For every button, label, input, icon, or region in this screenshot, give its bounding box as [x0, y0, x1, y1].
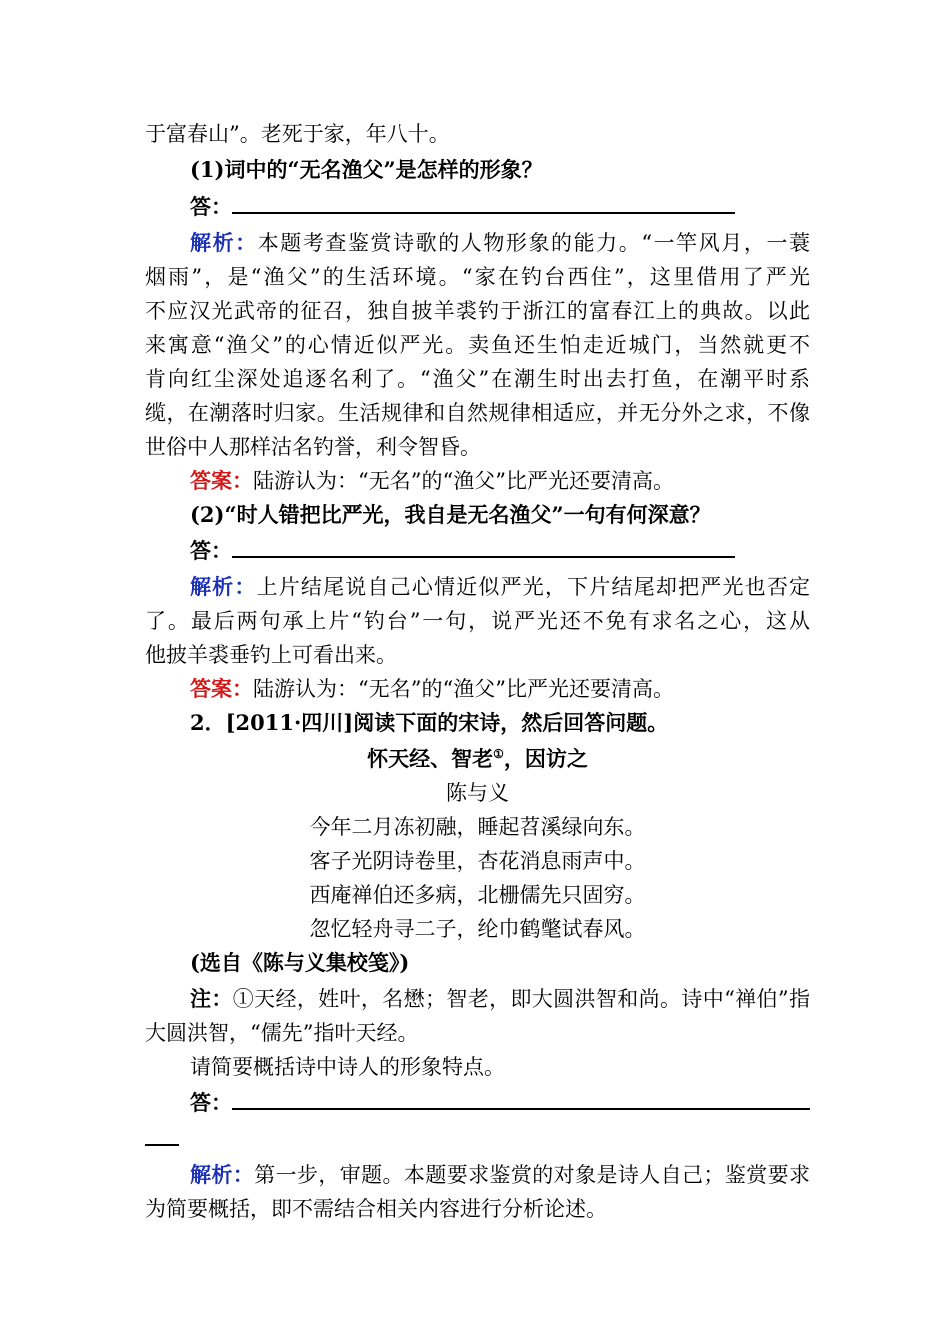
q2-answer-line — [190, 536, 810, 566]
poem-line: 忽忆轻舟寻二子，纶巾鹤氅试春风。 — [309, 917, 646, 941]
q1-analysis-line: 烟雨”，是“渔父”的生活环境。“家在钓台西住”，这里借用了严光 — [145, 265, 810, 289]
poem-note-line: 注：①天经，姓叶，名懋；智老，即大圆洪智和尚。诗中“禅伯”指 — [190, 986, 810, 1011]
q2-answer-blank[interactable] — [232, 538, 735, 558]
q3-analysis-line: 解析：第一步，审题。本题要求鉴赏的对象是诗人自己；鉴赏要求 — [190, 1162, 811, 1187]
q1-analysis-line: 世俗中人那样沽名钓誉，利令智昏。 — [145, 435, 481, 459]
q2-key-text: 陆游认为：“无名”的“渔父”比严光还要清高。 — [253, 677, 674, 701]
intro-tail: 于富春山”。老死于家，年八十。 — [145, 122, 450, 146]
poem-line: 西庵禅伯还多病，北栅儒先只固穷。 — [309, 883, 646, 907]
q3-answer-blank[interactable] — [232, 1090, 810, 1110]
q2-question: (2)“时人错把比严光，我自是无名渔父”一句有何深意？ — [190, 502, 711, 527]
poem-title: 怀天经、智老①，因访之 — [367, 746, 588, 771]
poem-line: 客子光阴诗卷里，杏花消息雨声中。 — [309, 849, 646, 873]
q1-key-line — [190, 466, 810, 496]
q1-answer-label: 答： — [190, 194, 232, 219]
q2-analysis-line: 他披羊裘垂钓上可看出来。 — [145, 643, 397, 667]
poem-title-note-marker: ① — [493, 747, 504, 761]
q1-analysis-line: 缆，在潮落时归家。生活规律和自然规律相适应，并无分外之求，不像 — [145, 401, 810, 425]
q3-answer-label: 答： — [190, 1090, 232, 1115]
q3-answer-line — [190, 1088, 810, 1118]
poem-line: 今年二月冻初融，睡起苕溪绿向东。 — [309, 815, 646, 839]
q2-key-label: 答案： — [190, 676, 253, 701]
q1-key-text: 陆游认为：“无名”的“渔父”比严光还要清高。 — [253, 469, 674, 493]
q1-analysis-label: 解析： — [190, 230, 258, 255]
q1-question: (1)词中的“无名渔父”是怎样的形象？ — [190, 157, 543, 182]
q1-answer-line — [190, 192, 810, 222]
q3-answer-blank-2[interactable] — [145, 1126, 179, 1146]
q3-analysis-line: 为简要概括，即不需结合相关内容进行分析论述。 — [145, 1197, 607, 1221]
q2-analysis-line: 了。最后两句承上片“钓台”一句，说严光还不免有求名之心，这从 — [145, 609, 810, 633]
q1-analysis-line: 不应汉光武帝的征召，独自披羊裘钓于浙江的富春江上的典故。以此 — [145, 299, 810, 323]
q2-analysis-label: 解析： — [190, 574, 257, 599]
q2-analysis-line: 解析：上片结尾说自己心情近似严光，下片结尾却把严光也否定 — [190, 574, 811, 599]
q1-analysis-line: 解析：本题考查鉴赏诗歌的人物形象的能力。“一竿风月，一蓑 — [190, 230, 811, 255]
q3-heading: 2．[2011·四川]阅读下面的宋诗，然后回答问题。 — [190, 710, 669, 735]
poem-note-line: 大圆洪智，“儒先”指叶天经。 — [145, 1021, 419, 1045]
q3-analysis-label: 解析： — [190, 1162, 255, 1187]
q1-key-label: 答案： — [190, 468, 253, 493]
q2-answer-label: 答： — [190, 538, 232, 563]
q1-analysis-line: 肯向红尘深处追逐名利了。“渔父”在潮生时出去打鱼，在潮平时系 — [145, 367, 810, 391]
q1-answer-blank[interactable] — [232, 194, 735, 214]
q2-key-line — [190, 674, 810, 704]
q3-answer-blank-continued — [145, 1124, 810, 1154]
poem-note-label: 注： — [190, 986, 233, 1011]
q3-question: 请简要概括诗中诗人的形象特点。 — [190, 1055, 505, 1079]
poem-author: 陈与义 — [446, 781, 509, 805]
poem-source: (选自《陈与义集校笺》) — [190, 950, 410, 975]
q1-analysis-line: 来寓意“渔父”的心情近似严光。卖鱼还生怕走近城门，当然就更不 — [145, 333, 810, 357]
